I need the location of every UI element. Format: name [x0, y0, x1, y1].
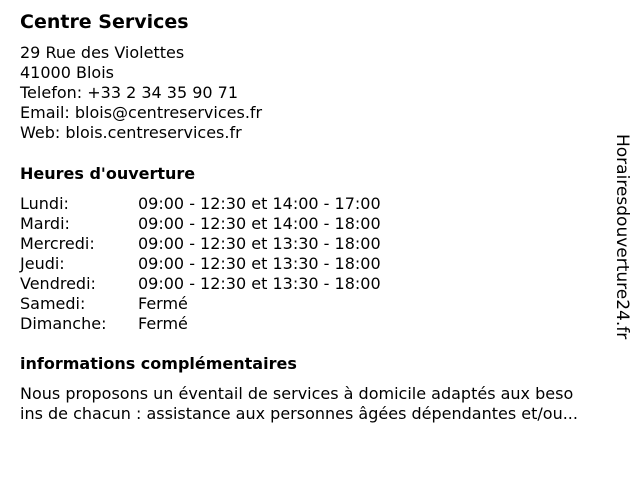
- time-value: 09:00 - 12:30 et 13:30 - 18:00: [138, 254, 381, 273]
- email-line: Email: blois@centreservices.fr: [20, 103, 263, 122]
- time-value: 09:00 - 12:30 et 13:30 - 18:00: [138, 234, 381, 253]
- hours-row-saturday: [20, 294, 381, 314]
- hours-heading: Heures d'ouverture: [20, 164, 196, 183]
- time-value: Fermé: [138, 314, 188, 333]
- hours-row-sunday: [20, 314, 381, 334]
- time-value: 09:00 - 12:30 et 13:30 - 18:00: [138, 274, 381, 293]
- watermark-text: Horairesdouverture24.fr: [612, 134, 632, 340]
- web-line: Web: blois.centreservices.fr: [20, 123, 242, 142]
- day-label: Samedi:: [20, 294, 86, 313]
- hours-row-thursday: [20, 254, 381, 274]
- day-label: Mardi:: [20, 214, 70, 233]
- time-value: 09:00 - 12:30 et 14:00 - 18:00: [138, 214, 381, 233]
- day-label: Vendredi:: [20, 274, 96, 293]
- hours-row-friday: [20, 274, 381, 294]
- day-label: Lundi:: [20, 194, 69, 213]
- hours-row-monday: [20, 194, 381, 214]
- hours-table: [20, 194, 381, 334]
- info-heading: informations complémentaires: [20, 354, 297, 373]
- time-value: 09:00 - 12:30 et 14:00 - 17:00: [138, 194, 381, 213]
- business-name: Centre Services: [20, 11, 189, 33]
- time-value: Fermé: [138, 294, 188, 313]
- contact-block: [20, 43, 262, 143]
- address-city: 41000 Blois: [20, 63, 114, 82]
- info-line-2: ins de chacun : assistance aux personnes âgées dépendantes et/ou...: [20, 404, 578, 423]
- day-label: Dimanche:: [20, 314, 107, 333]
- hours-row-tuesday: [20, 214, 381, 234]
- day-label: Mercredi:: [20, 234, 95, 253]
- info-line-1: Nous proposons un éventail de services à domicile adaptés aux beso: [20, 384, 574, 403]
- watermark: [612, 134, 634, 344]
- hours-row-wednesday: [20, 234, 381, 254]
- address-street: 29 Rue des Violettes: [20, 43, 185, 62]
- info-description: [20, 384, 630, 424]
- phone-line: Telefon: +33 2 34 35 90 71: [20, 83, 239, 102]
- day-label: Jeudi:: [20, 254, 65, 273]
